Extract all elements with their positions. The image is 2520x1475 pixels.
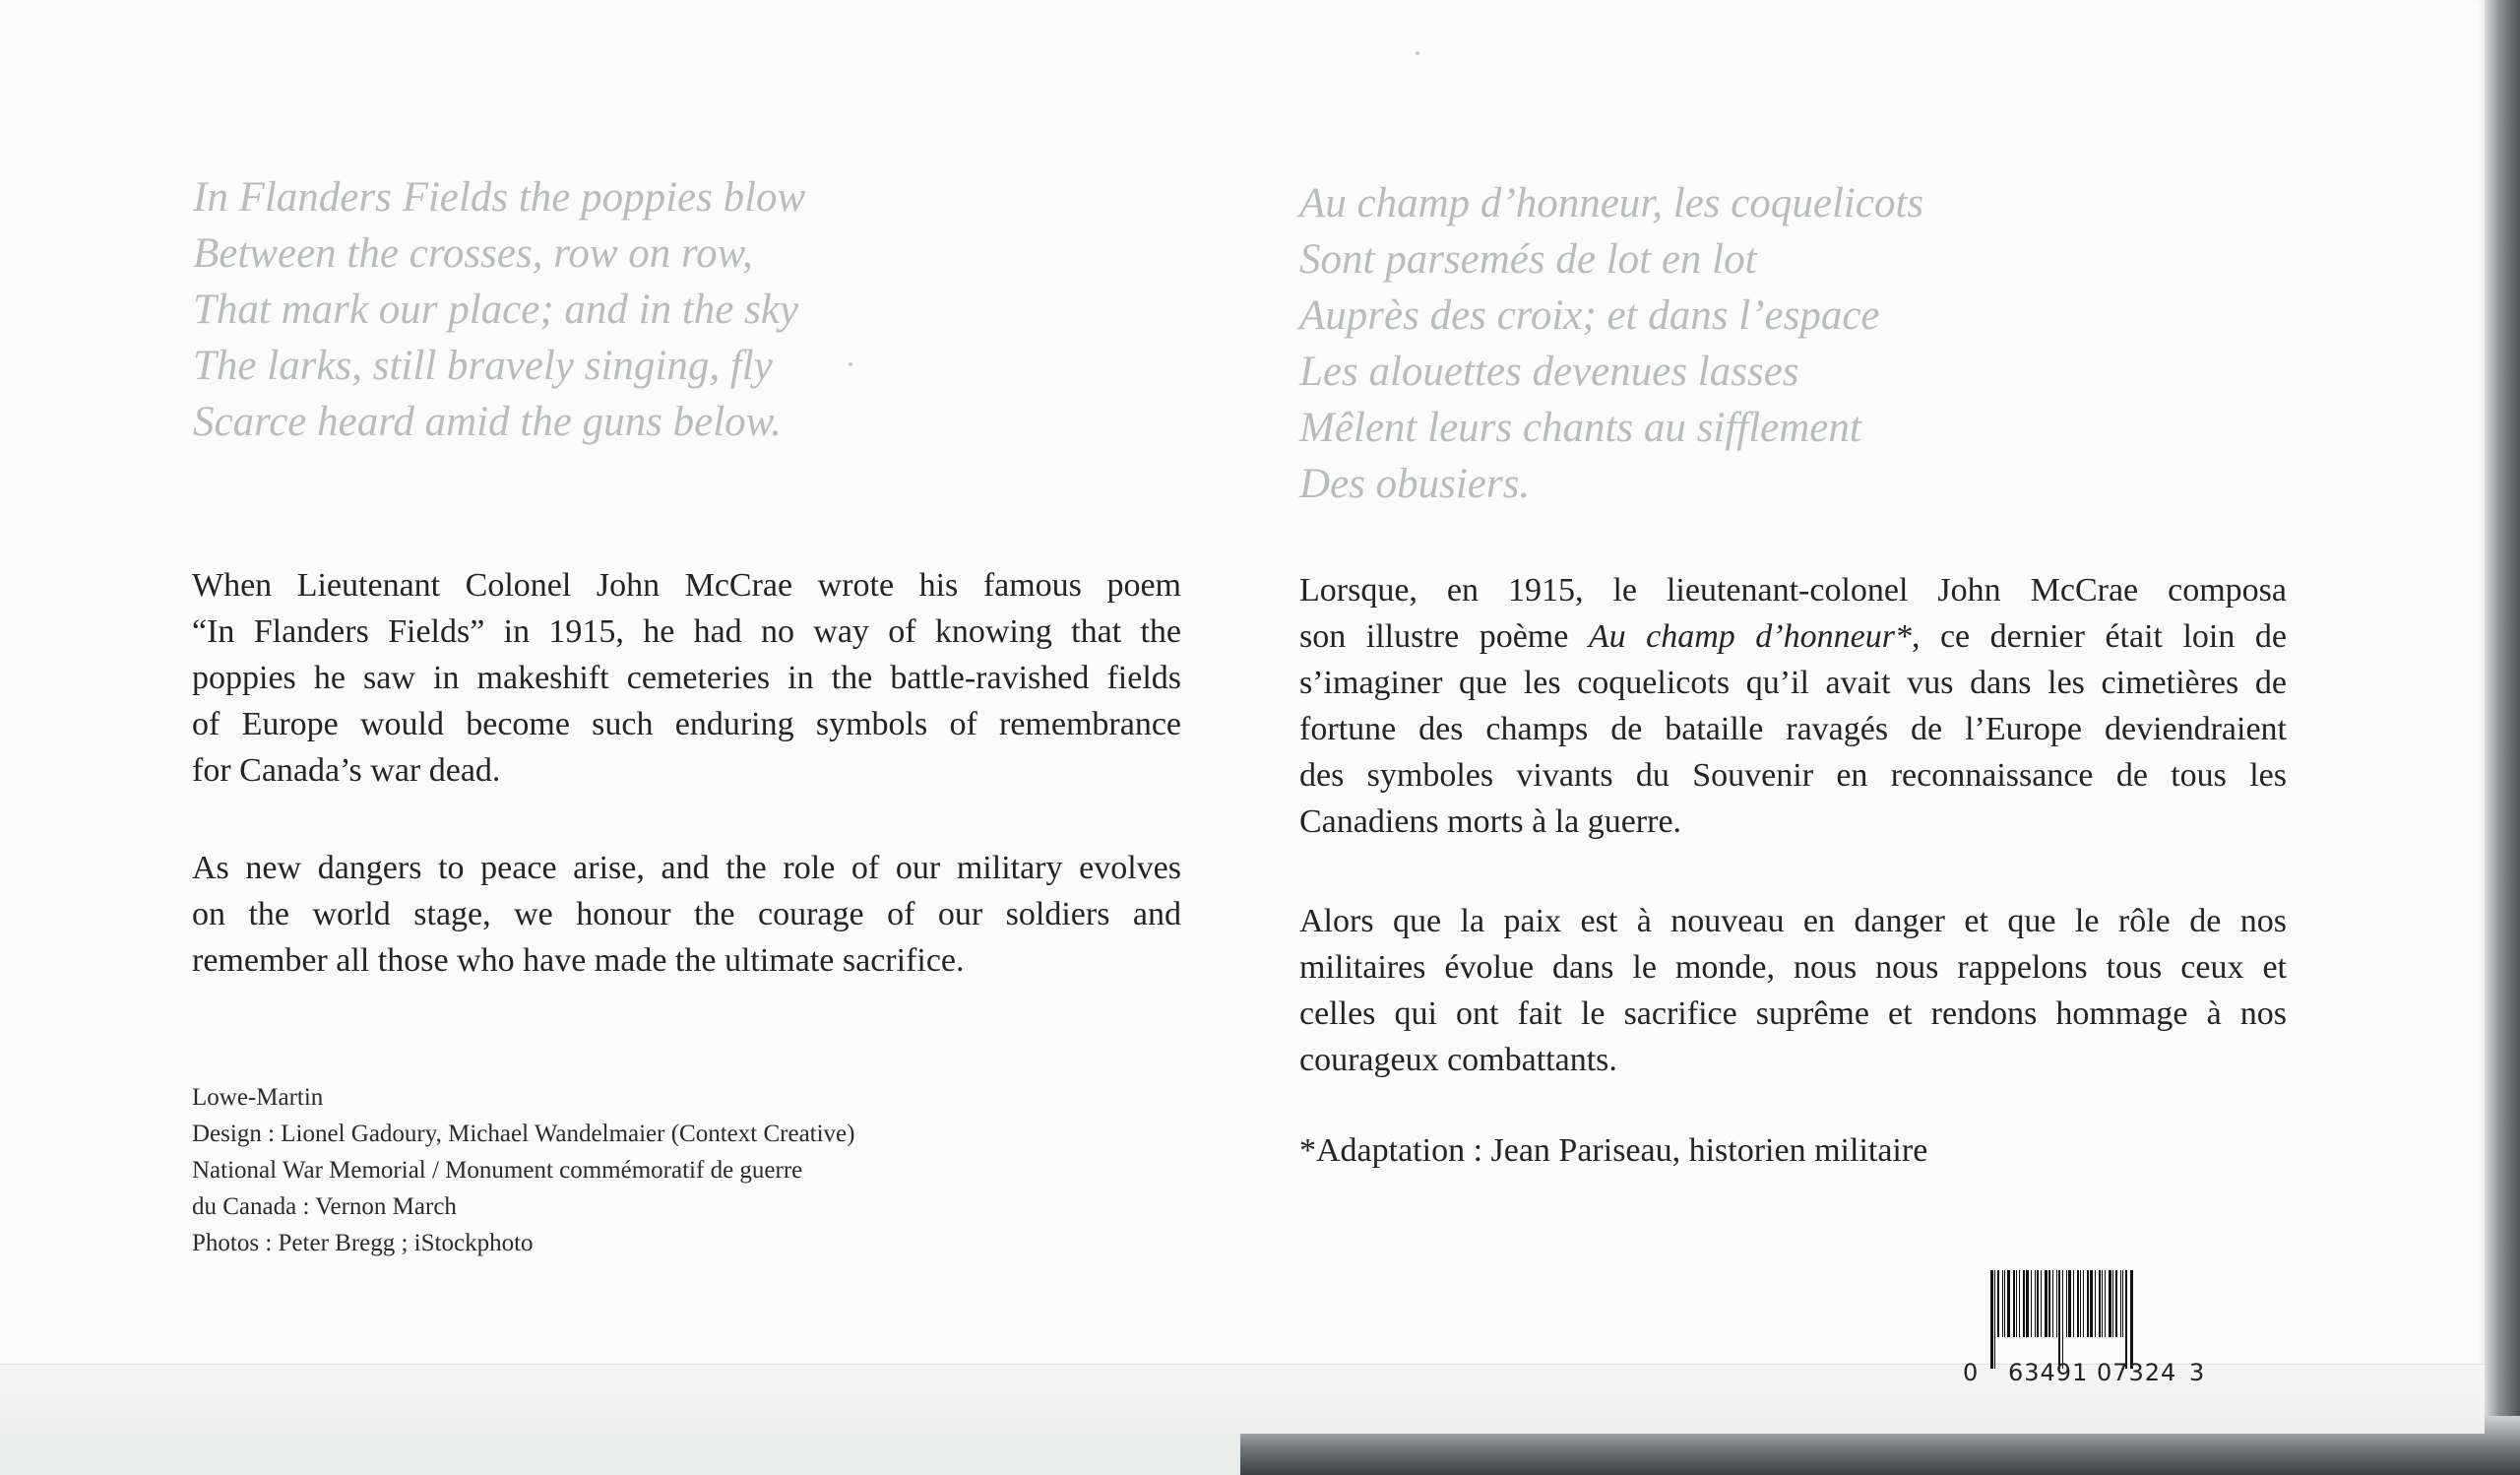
barcode-bar — [2035, 1270, 2036, 1337]
barcode-bar — [2045, 1270, 2048, 1337]
french-paragraph-history — [1299, 567, 2287, 845]
barcode-bar — [2062, 1270, 2063, 1369]
text-line: of Europe would become such enduring symbols of remembrance — [192, 706, 1181, 742]
footnote-adaptation: *Adaptation : Jean Pariseau, historien militaire — [1299, 1132, 1928, 1169]
barcode-bar — [2087, 1270, 2089, 1337]
credits-block — [192, 1079, 854, 1261]
barcode-bar — [2109, 1270, 2111, 1337]
barcode-bar — [2112, 1270, 2113, 1337]
text-line-with-title — [1299, 613, 2287, 660]
barcode-bar — [1994, 1270, 1995, 1369]
poem-line: The larks, still bravely singing, fly — [193, 343, 773, 389]
barcode-bar — [2105, 1270, 2106, 1337]
poem-french — [1299, 175, 1923, 512]
barcode-left-digit: 0 — [1963, 1359, 1979, 1386]
barcode-main-digits: 63491 07324 — [2008, 1359, 2177, 1386]
french-paragraph-tribute — [1299, 898, 2287, 1083]
poem-line: Scarce heard amid the guns below. — [193, 399, 782, 445]
poem-line: Les alouettes devenues lasses — [1299, 349, 1799, 395]
barcode — [1961, 1270, 2217, 1392]
scan-background-right — [2485, 0, 2520, 1475]
credit-line: National War Memorial / Monument commémoratif de guerre — [192, 1157, 803, 1184]
barcode-bar — [2083, 1270, 2084, 1337]
barcode-bar — [2013, 1270, 2015, 1337]
credit-line: du Canada : Vernon March — [192, 1193, 457, 1220]
barcode-bar — [2016, 1270, 2017, 1337]
poem-line: Auprès des croix; et dans l’espace — [1299, 292, 1880, 339]
english-paragraph-tribute — [192, 845, 1181, 984]
text-line: fortune des champs de bataille ravagés de l’Europe deviendraient — [1299, 711, 2287, 747]
barcode-bar — [2041, 1270, 2042, 1337]
barcode-bar — [2052, 1270, 2053, 1337]
poem-title-french: Au champ d’honneur* — [1588, 618, 1912, 655]
barcode-bar — [2095, 1270, 2096, 1337]
barcode-bar — [2120, 1270, 2121, 1337]
barcode-bar — [2115, 1270, 2117, 1337]
barcode-bar — [2058, 1270, 2060, 1369]
barcode-bar — [2125, 1270, 2127, 1369]
barcode-bar — [2077, 1270, 2079, 1337]
text-line: remember all those who have made the ultimate sacrifice. — [192, 942, 965, 979]
english-paragraph-history — [192, 562, 1181, 794]
text-line: As new dangers to peace arise, and the role of our military evolves — [192, 850, 1181, 886]
barcode-bar — [2007, 1270, 2010, 1337]
barcode-bar — [2068, 1270, 2071, 1337]
barcode-bar — [2048, 1270, 2050, 1337]
text-fragment: , ce dernier était loin de — [1911, 618, 2287, 655]
text-line: s’imaginer que les coquelicots qu’il avait vus dans les cimetières de — [1299, 665, 2287, 701]
barcode-bar — [2002, 1270, 2003, 1337]
text-fragment: son illustre poème — [1299, 618, 1589, 655]
barcode-bar — [2102, 1270, 2103, 1337]
barcode-bar — [2099, 1270, 2101, 1337]
poem-english — [193, 169, 805, 450]
poem-line: Sont parsemés de lot en lot — [1299, 236, 1757, 283]
text-line: “In Flanders Fields” in 1915, he had no way of knowing that the — [192, 613, 1181, 650]
barcode-bar — [2090, 1270, 2093, 1337]
poem-line: Des obusiers. — [1299, 461, 1531, 507]
barcode-bar — [2130, 1270, 2133, 1369]
barcode-bar — [2023, 1270, 2025, 1337]
text-line: courageux combattants. — [1299, 1042, 1617, 1078]
credit-line: Lowe-Martin — [192, 1084, 324, 1111]
paper-speck — [849, 362, 852, 366]
barcode-bar — [2066, 1270, 2067, 1337]
poem-line: Au champ d’honneur, les coquelicots — [1299, 180, 1924, 226]
barcode-bar — [2004, 1270, 2005, 1337]
barcode-bars — [1990, 1270, 2187, 1349]
text-line: Canadiens morts à la guerre. — [1299, 803, 1682, 840]
barcode-bar — [2080, 1270, 2081, 1337]
text-line: on the world stage, we honour the courage of our soldiers and — [192, 896, 1181, 932]
text-line: celles qui ont fait le sacrifice suprême et rendons hommage à nos — [1299, 995, 2287, 1032]
barcode-bar — [2037, 1270, 2039, 1337]
text-line: militaires évolue dans le monde, nous nous rappelons tous ceux et — [1299, 949, 2287, 986]
text-line: Alors que la paix est à nouveau en danger et que le rôle de nos — [1299, 903, 2287, 939]
text-line: des symboles vivants du Souvenir en reconnaissance de tous les — [1299, 757, 2287, 794]
barcode-right-digit: 3 — [2189, 1359, 2205, 1386]
poem-line: Mêlent leurs chants au sifflement — [1299, 405, 1861, 451]
text-line: Lorsque, en 1915, le lieutenant-colonel John McCrae composa — [1299, 572, 2287, 609]
barcode-bar — [2122, 1270, 2123, 1337]
text-line: poppies he saw in makeshift cemeteries in the battle-ravished fields — [192, 660, 1181, 696]
credit-line: Photos : Peter Bregg ; iStockphoto — [192, 1230, 534, 1256]
poem-line: That mark our place; and in the sky — [193, 287, 799, 333]
poem-line: Between the crosses, row on row, — [193, 230, 753, 277]
barcode-bar — [2019, 1270, 2020, 1337]
poem-line: In Flanders Fields the poppies blow — [193, 174, 806, 221]
paper-speck — [1416, 51, 1419, 55]
barcode-bar — [1997, 1270, 1999, 1337]
barcode-bar — [2073, 1270, 2074, 1337]
barcode-bar — [2026, 1270, 2029, 1337]
text-line: for Canada’s war dead. — [192, 752, 501, 789]
barcode-bar — [1990, 1270, 1993, 1369]
credit-line: Design : Lionel Gadoury, Michael Wandelmaier (Context Creative) — [192, 1121, 855, 1147]
barcode-bar — [2056, 1270, 2057, 1337]
barcode-bar — [2031, 1270, 2032, 1337]
text-line: When Lieutenant Colonel John McCrae wrote his famous poem — [192, 567, 1181, 604]
